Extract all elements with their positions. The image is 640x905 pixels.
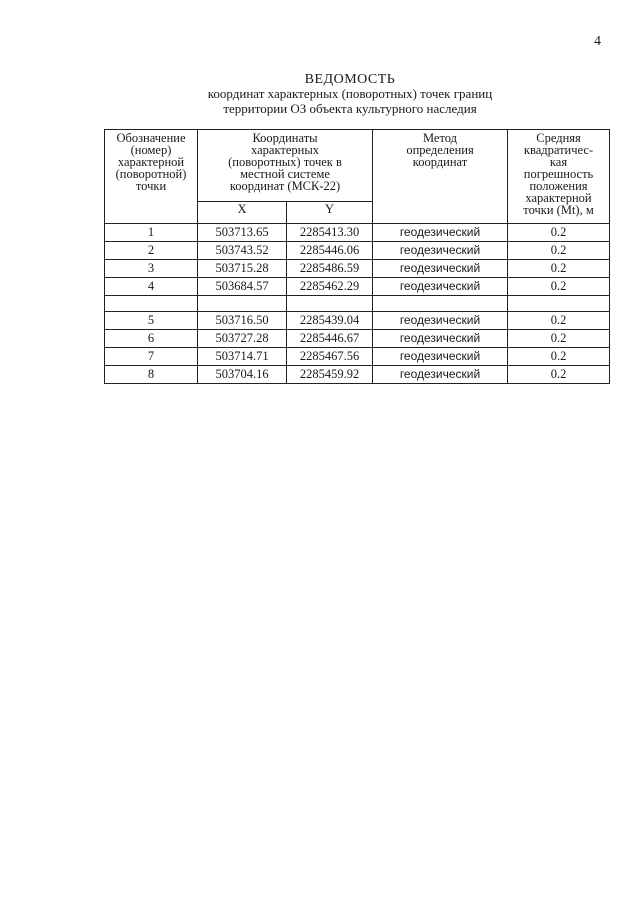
- spacer-cell: [508, 296, 610, 312]
- cell-y: 2285439.04: [287, 312, 373, 330]
- subtitle-line: координат характерных (поворотных) точек границ: [207, 86, 493, 101]
- table-row: [105, 242, 610, 260]
- cell-y: 2285459.92: [287, 366, 373, 384]
- cell-error: 0.2: [508, 242, 610, 260]
- table-row: [105, 312, 610, 330]
- header-method: [373, 130, 508, 224]
- table-body-group-2: [105, 312, 610, 384]
- spacer-cell: [287, 296, 373, 312]
- header-line: Координаты: [252, 131, 318, 145]
- cell-point: 5: [105, 312, 198, 330]
- cell-error: 0.2: [508, 260, 610, 278]
- cell-x: 503716.50: [198, 312, 287, 330]
- table-row: [105, 278, 610, 296]
- table-row: [105, 330, 610, 348]
- header-line: квадратичес-: [523, 143, 594, 157]
- cell-point: 1: [105, 224, 198, 242]
- coordinates-table: [104, 129, 610, 384]
- cell-error: 0.2: [508, 278, 610, 296]
- cell-method: геодезический: [373, 330, 508, 348]
- cell-method: геодезический: [373, 278, 508, 296]
- cell-error: 0.2: [508, 312, 610, 330]
- table-row: [105, 260, 610, 278]
- table-row: [105, 224, 610, 242]
- cell-point: 6: [105, 330, 198, 348]
- cell-x: 503715.28: [198, 260, 287, 278]
- cell-x: 503684.57: [198, 278, 287, 296]
- cell-y: 2285446.67: [287, 330, 373, 348]
- cell-point: 4: [105, 278, 198, 296]
- header-y: Y: [287, 202, 373, 224]
- cell-method: геодезический: [373, 312, 508, 330]
- table-row: [105, 366, 610, 384]
- header-line: точки (Mt), м: [523, 203, 594, 217]
- header-line: определения: [406, 143, 474, 157]
- header-x: X: [198, 202, 287, 224]
- header-coordinates: [198, 130, 373, 202]
- header-line: характерной: [525, 191, 592, 205]
- header-line: кая: [549, 155, 568, 169]
- spacer-cell: [373, 296, 508, 312]
- cell-point: 2: [105, 242, 198, 260]
- cell-y: 2285486.59: [287, 260, 373, 278]
- document-title: ВЕДОМОСТЬ: [304, 72, 396, 87]
- cell-x: 503704.16: [198, 366, 287, 384]
- cell-point: 8: [105, 366, 198, 384]
- cell-y: 2285467.56: [287, 348, 373, 366]
- spacer-cell: [105, 296, 198, 312]
- cell-x: 503713.65: [198, 224, 287, 242]
- cell-method: геодезический: [373, 260, 508, 278]
- cell-method: геодезический: [373, 366, 508, 384]
- table-row: [105, 348, 610, 366]
- table-header-row: [105, 130, 610, 202]
- header-designation: [105, 130, 198, 224]
- cell-x: 503727.28: [198, 330, 287, 348]
- header-error: [508, 130, 610, 224]
- header-line: (поворотных) точек в: [228, 155, 342, 169]
- cell-error: 0.2: [508, 366, 610, 384]
- cell-point: 7: [105, 348, 198, 366]
- cell-error: 0.2: [508, 330, 610, 348]
- document-subtitle: [0, 86, 640, 116]
- cell-x: 503743.52: [198, 242, 287, 260]
- header-line: (номер): [130, 143, 172, 157]
- table-body-group-1: [105, 224, 610, 296]
- table-spacer: [105, 296, 610, 312]
- header-line: погрешность: [523, 167, 594, 181]
- spacer-row: [105, 296, 610, 312]
- header-line: положения: [529, 179, 588, 193]
- cell-y: 2285413.30: [287, 224, 373, 242]
- cell-method: геодезический: [373, 348, 508, 366]
- cell-y: 2285462.29: [287, 278, 373, 296]
- cell-error: 0.2: [508, 348, 610, 366]
- header-line: характерной: [117, 155, 185, 169]
- header-line: местной системе: [240, 167, 330, 181]
- cell-error: 0.2: [508, 224, 610, 242]
- header-line: точки: [135, 179, 167, 193]
- header-line: характерных: [251, 143, 319, 157]
- header-line: координат: [412, 155, 468, 169]
- cell-y: 2285446.06: [287, 242, 373, 260]
- page-number: 4: [594, 34, 601, 49]
- cell-point: 3: [105, 260, 198, 278]
- header-line: Обозначение: [116, 131, 186, 145]
- cell-method: геодезический: [373, 224, 508, 242]
- header-line: Средняя: [536, 131, 581, 145]
- subtitle-line: территории ОЗ объекта культурного наследия: [223, 101, 477, 116]
- header-line: координат (МСК-22): [229, 179, 341, 193]
- cell-x: 503714.71: [198, 348, 287, 366]
- cell-method: геодезический: [373, 242, 508, 260]
- header-line: (поворотной): [115, 167, 187, 181]
- spacer-cell: [198, 296, 287, 312]
- header-line: Метод: [422, 131, 458, 145]
